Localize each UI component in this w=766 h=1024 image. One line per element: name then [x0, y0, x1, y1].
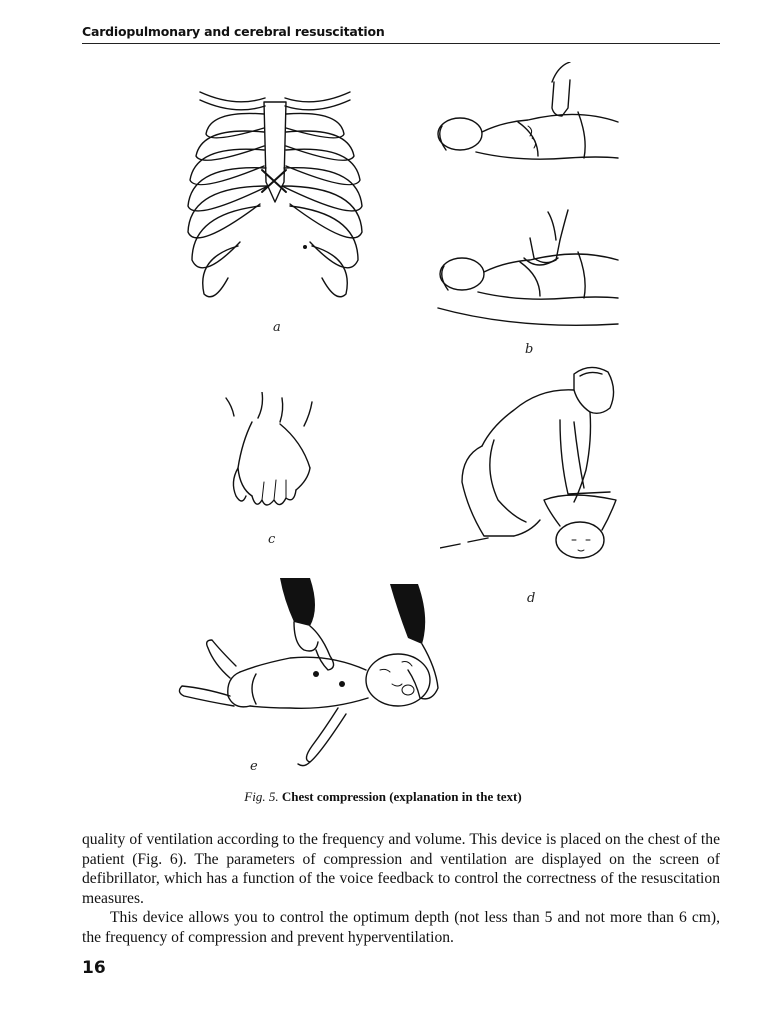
figure-d-label: d — [527, 591, 536, 606]
caption-title: Chest compression (explanation in the text) — [281, 789, 522, 804]
body-paragraph: This device allows you to control the optimum depth (not less than 5 and not more than 6 cm), the frequency of compression and prevent hyperventilation. — [82, 909, 720, 946]
figure-d-rescuer-compression-illustration — [440, 360, 625, 565]
figure-e-infant-compression-illustration — [170, 578, 450, 778]
body-text — [82, 830, 720, 948]
figure-b-label: b — [525, 342, 534, 357]
figure-c-label: c — [268, 532, 276, 547]
figure-caption — [0, 789, 766, 805]
body-paragraph: quality of ventilation according to the frequency and volume. This device is placed on the chest of the patient (Fig. 6). The parameters of compression and ventilation are displayed on the screen of defibrillator, which has a function of the voice feedback to control the correctness of the resuscitation measures. — [82, 831, 720, 907]
caption-figure-ref: Fig. 5. — [244, 789, 279, 804]
figure-e-label: e — [250, 759, 258, 774]
page-number: 16 — [82, 958, 106, 978]
figure-b-hand-placement-illustration — [428, 62, 628, 337]
figure-a-label: a — [273, 320, 281, 335]
figure-a-rib-cage-illustration — [180, 82, 370, 312]
figure-c-interlocked-hands-illustration — [222, 392, 322, 520]
header-rule — [82, 43, 720, 44]
running-title: Cardiopulmonary and cerebral resuscitation — [82, 24, 385, 39]
